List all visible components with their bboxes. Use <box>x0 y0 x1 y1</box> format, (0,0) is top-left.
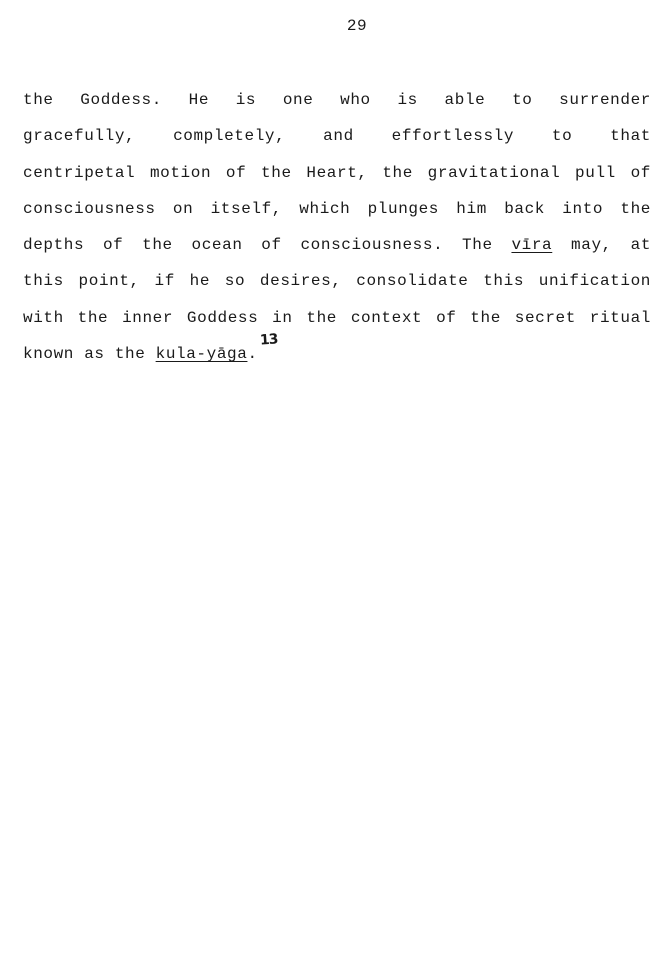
footnote-reference: 13 <box>259 331 278 349</box>
page-number: 29 <box>346 17 368 35</box>
text-line <box>23 331 651 372</box>
text-line: consciousness on itself, which plunges him back into the <box>23 199 651 218</box>
text-segment: may, at <box>571 236 652 255</box>
text-line: centripetal motion of the Heart, the gravitational pull of <box>23 163 651 182</box>
text-line: this point, if he so desires, consolidate this unification <box>23 272 651 291</box>
text-line: the Goddess. He is one who is able to surrender <box>23 91 651 109</box>
text-segment: . <box>247 345 258 364</box>
text-segment: depths of the ocean of consciousness. The <box>23 236 493 255</box>
text-segment: known as the <box>23 345 146 364</box>
text-line <box>23 227 651 263</box>
text-line: gracefully, completely, and effortlessly to that <box>23 127 651 146</box>
sanskrit-term-vira: vīra <box>511 236 553 255</box>
sanskrit-term-kula-yaga: kula-yāga <box>155 345 248 364</box>
body-paragraph <box>23 82 651 372</box>
text-line: with the inner Goddess in the context of the secret ritual <box>23 308 651 327</box>
